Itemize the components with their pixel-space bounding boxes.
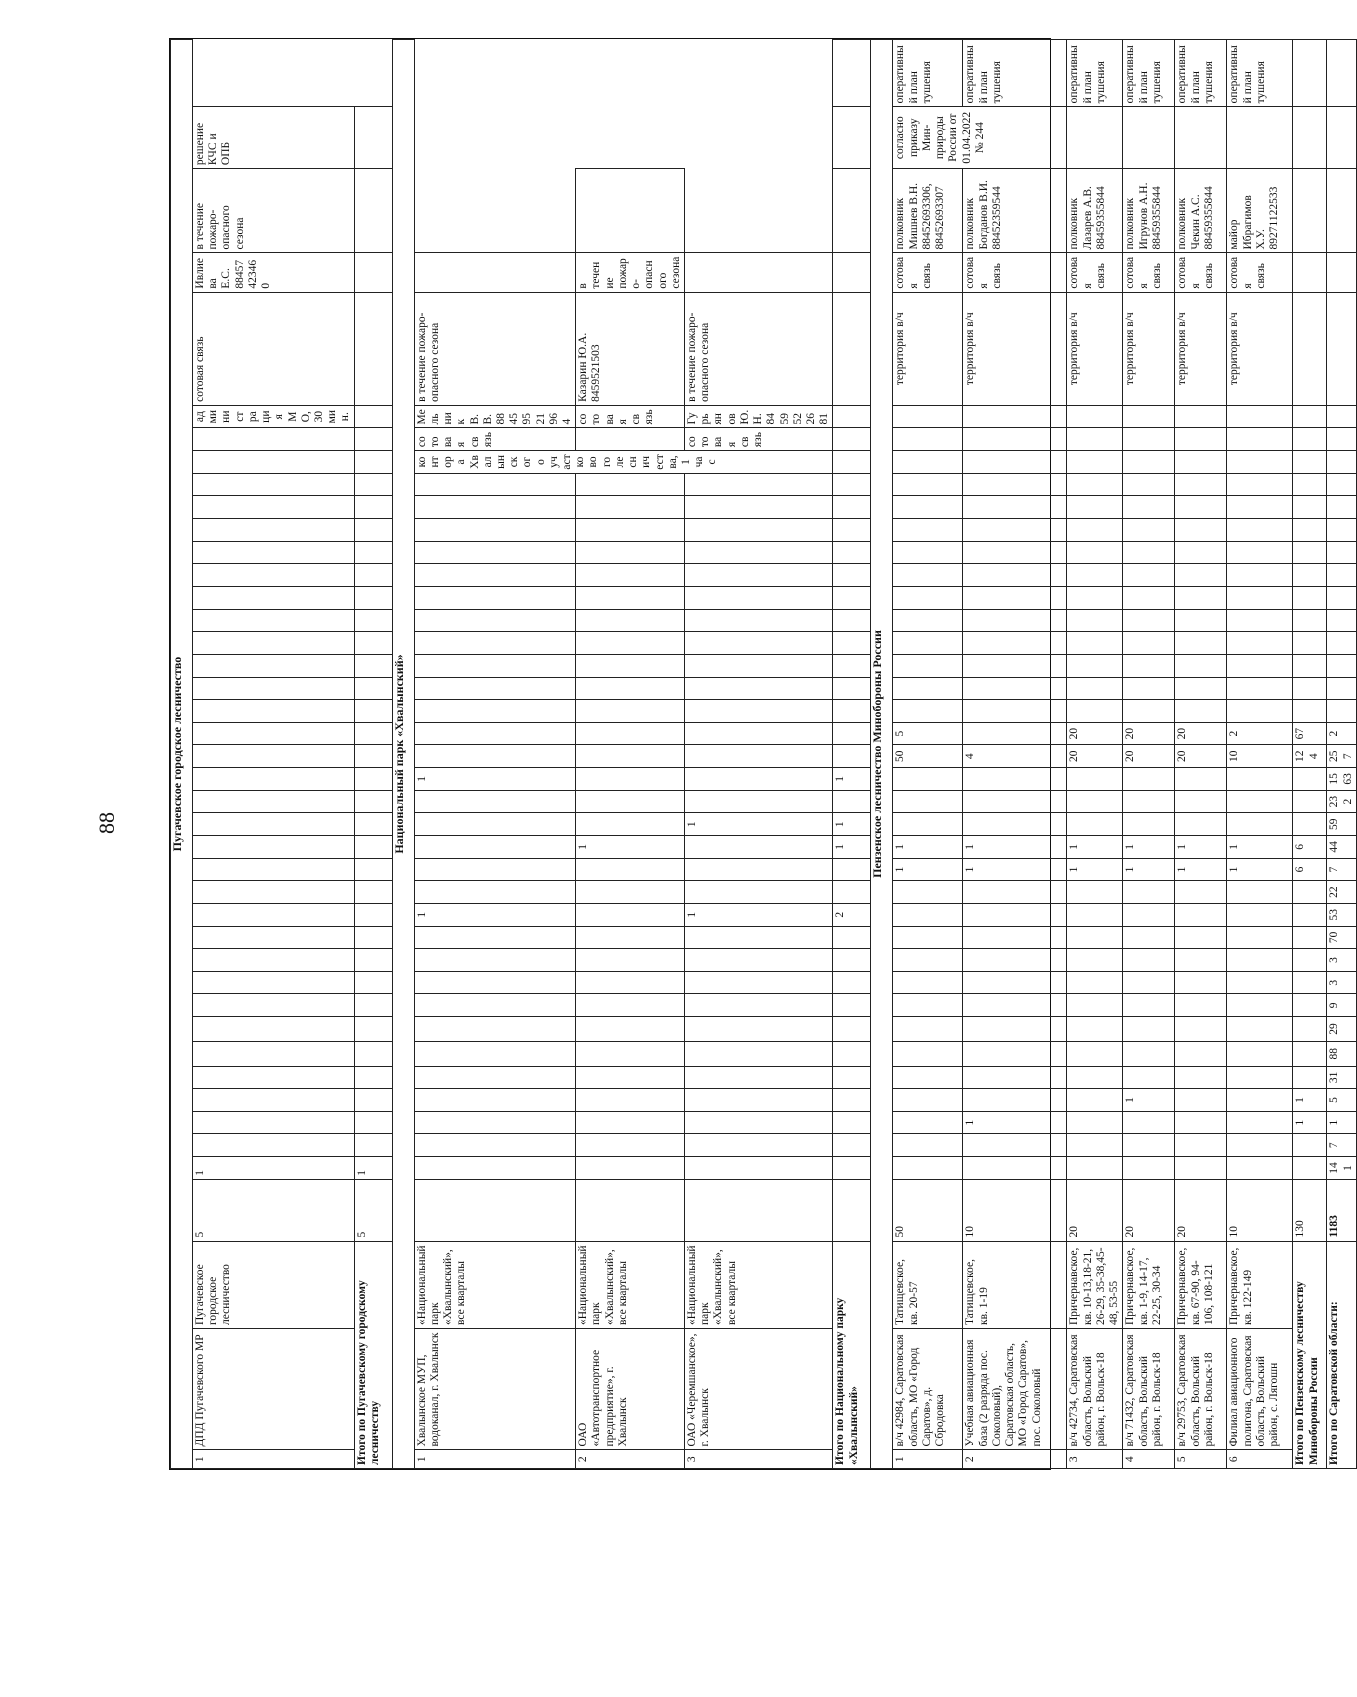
- value-cell: 1: [1293, 1111, 1327, 1134]
- value-cell: 20: [1067, 745, 1123, 768]
- value-cell: 1: [1123, 858, 1175, 881]
- value-cell: 1: [833, 813, 871, 836]
- row-number: 4: [1123, 1450, 1175, 1469]
- value-cell: 1: [893, 858, 963, 881]
- value-cell: 2: [1227, 722, 1293, 745]
- value-cell: 3: [1327, 971, 1356, 994]
- value-cell: 70: [1327, 926, 1356, 949]
- value-cell: 20: [1175, 722, 1227, 745]
- place-cell: контора Хвалынского участкового лесничества, 1 час: [414, 451, 833, 474]
- contact-cell: полковник Мишнев В.Н. 88452693306, 88452693307: [893, 169, 963, 253]
- value-cell: 3: [1327, 949, 1356, 972]
- value-cell: 1: [833, 836, 871, 859]
- place-cell: территория в/ч: [1067, 292, 1123, 405]
- comm-cell: сотовая связь: [1067, 253, 1123, 292]
- page-number: 88: [94, 812, 119, 834]
- people-cell: 20: [1067, 1179, 1123, 1241]
- comm-cell: сотовая связь: [1123, 253, 1175, 292]
- value-cell: 6: [1293, 836, 1327, 859]
- table-row: [685, 40, 833, 1469]
- contact-cell: полковник Чекин А.С. 88459355844: [1175, 169, 1227, 253]
- rotated-table: [170, 39, 1354, 1469]
- people-cell: 5: [193, 1179, 355, 1241]
- value-cell: 2: [1327, 722, 1356, 745]
- section-title: Пензенское лесничество Минобороны России: [871, 40, 893, 1469]
- people-cell: 10: [1227, 1179, 1293, 1241]
- value-cell: 1563: [1327, 768, 1356, 791]
- value-cell: 1: [193, 1157, 355, 1180]
- value-cell: 20: [1123, 722, 1175, 745]
- decision-cell: оперативный план тушения: [1067, 40, 1123, 107]
- value-cell: 1: [1175, 858, 1227, 881]
- value-cell: 44: [1327, 836, 1356, 859]
- value-cell: 1: [414, 768, 576, 791]
- table-row: [893, 40, 963, 1469]
- grand-total-label: Итого по Саратовской области:: [1327, 1241, 1356, 1468]
- location-cell: Причернавское, кв. 122-149: [1227, 1241, 1293, 1329]
- row-number: 6: [1227, 1450, 1293, 1469]
- decision-cell: оперативный план тушения: [1175, 40, 1227, 107]
- place-cell: администрация МО, 30 мин.: [193, 405, 355, 428]
- place-cell: территория в/ч: [1175, 292, 1227, 405]
- place-cell: территория в/ч: [1227, 292, 1293, 405]
- value-cell: 141: [1327, 1157, 1356, 1180]
- period-cell: в течение пожаро-опасного сезона: [685, 292, 833, 405]
- contact-cell: полковник Богданов В.И. 88452359544: [963, 169, 1067, 253]
- value-cell: 1: [576, 836, 685, 859]
- location-cell: «Национальный парк «Хвалынский», все кварталы: [685, 1241, 833, 1329]
- location-cell: «Национальный парк «Хвалынский», все кварталы: [414, 1241, 576, 1329]
- people-cell: 10: [963, 1179, 1067, 1241]
- value-cell: 1: [1227, 858, 1293, 881]
- value-cell: 1: [1123, 836, 1175, 859]
- value-cell: 5: [893, 722, 963, 745]
- value-cell: 29: [1327, 1017, 1356, 1042]
- value-cell: 1: [354, 1157, 392, 1180]
- contact-cell: полковник Игрунов А.Н. 88459355844: [1123, 169, 1175, 253]
- value-cell: 4: [963, 745, 1067, 768]
- location-cell: «Национальный парк «Хвалынский», все кварталы: [576, 1241, 685, 1329]
- value-cell: 53: [1327, 903, 1356, 926]
- forces-table: [170, 39, 1357, 1469]
- org-cell: в/ч 42984, Саратовская область, МО «Город Саратов», д. Сбродовка: [893, 1329, 963, 1450]
- total-label: Итого по Национальному парку «Хвалынский»: [833, 1241, 871, 1468]
- table-row: [1175, 40, 1227, 1469]
- value-cell: 1: [685, 813, 833, 836]
- comm-cell: сотовая связь: [685, 428, 833, 451]
- contact-cell: Гурьянов Ю.Н. 8459522681: [685, 405, 833, 428]
- row-number: 2: [576, 1450, 685, 1469]
- org-cell: Хвалынское МУП, водоканал, г. Хвалынск: [414, 1329, 576, 1450]
- people-cell: 20: [1123, 1179, 1175, 1241]
- value-cell: 5: [1327, 1089, 1356, 1112]
- total-label: Итого по Пугачевскому городскому лесничеству: [354, 1241, 392, 1468]
- value-cell: 1: [1123, 1089, 1175, 1112]
- location-cell: Причернавское, кв. 1-9, 14-17, 22-25, 30-34: [1123, 1241, 1175, 1329]
- value-cell: 9: [1327, 994, 1356, 1017]
- value-cell: 257: [1327, 745, 1356, 768]
- value-cell: 59: [1327, 813, 1356, 836]
- table-row: [576, 40, 685, 1469]
- org-cell: ОАО «Автотранспортное предприятие», г. Хвалынск: [576, 1329, 685, 1450]
- value-cell: 22: [1327, 881, 1356, 904]
- org-cell: в/ч 42734, Саратовская область, Вольский район, г. Вольск-18: [1067, 1329, 1123, 1450]
- value-cell: 1: [1067, 858, 1123, 881]
- table-row: [1067, 40, 1123, 1469]
- people-cell: 1183: [1327, 1179, 1356, 1241]
- value-cell: 1: [963, 858, 1067, 881]
- org-cell: Учебная авиационная база (2 разряда пос. Соколовый), Саратовская область, МО «Город Саратов», пос. Соколовый: [963, 1329, 1067, 1450]
- value-cell: 232: [1327, 790, 1356, 813]
- location-cell: Татищевское, кв. 20-57: [893, 1241, 963, 1329]
- comm-cell: сотовая связь: [414, 428, 576, 451]
- section-header-row: [392, 40, 414, 1469]
- comm-cell: сотовая связь: [963, 253, 1067, 292]
- value-cell: 1: [1067, 836, 1123, 859]
- value-cell: 1: [893, 836, 963, 859]
- total-row: [354, 40, 392, 1469]
- value-cell: 7: [1327, 858, 1356, 881]
- total-label: Итого по Пензенскому лесничеству Минобороны России: [1293, 1241, 1327, 1468]
- people-cell: 50: [893, 1179, 963, 1241]
- row-number: 3: [685, 1450, 833, 1469]
- total-row: [833, 40, 871, 1469]
- decision-cell: оперативный план тушения: [1227, 40, 1293, 107]
- section-title: Пугачевское городское лесничество: [171, 40, 193, 1469]
- table-row: [1227, 40, 1293, 1469]
- org-cell: в/ч 71432, Саратовская область, Вольский район, г. Вольск-18: [1123, 1329, 1175, 1450]
- org-cell: Филиал авиационного полигона, Саратовская область, Вольский район, с. Лягошн: [1227, 1329, 1293, 1450]
- value-cell: 10: [1227, 745, 1293, 768]
- place-cell: территория в/ч: [893, 292, 963, 405]
- value-cell: 1: [1227, 836, 1293, 859]
- value-cell: 6: [1293, 858, 1327, 881]
- value-cell: 7: [1327, 1134, 1356, 1157]
- location-cell: Причернавское, кв. 10-13,18-21, 26-29, 35-38,45-48, 53-55: [1067, 1241, 1123, 1329]
- row-number: 1: [193, 1450, 355, 1469]
- location-cell: Причернавское, кв. 67-90, 94-106, 108-121: [1175, 1241, 1227, 1329]
- people-cell: 5: [354, 1179, 392, 1241]
- table-row: [193, 40, 355, 1469]
- row-number: 1: [893, 1450, 963, 1469]
- decision-cell: оперативный план тушения: [1123, 40, 1175, 107]
- period-cell: согласно приказу Мин-природы России от 01.04.2022 № 244: [893, 107, 1067, 169]
- comm-cell: сотовая связь: [193, 292, 355, 405]
- value-cell: 31: [1327, 1066, 1356, 1089]
- comm-cell: сотовая связь: [893, 253, 963, 292]
- grand-total-row: [1327, 40, 1356, 1469]
- row-number: 2: [963, 1450, 1067, 1469]
- decision-cell: решение КЧС и ОПБ: [193, 107, 355, 169]
- value-cell: 1: [414, 903, 576, 926]
- row-number: 3: [1067, 1450, 1123, 1469]
- location-cell: Татищевское, кв. 1-19: [963, 1241, 1067, 1329]
- contact-cell: Казарин Ю.А. 8459521503: [576, 292, 685, 405]
- row-number: 5: [1175, 1450, 1227, 1469]
- place-cell: территория в/ч: [963, 292, 1067, 405]
- people-cell: 130: [1293, 1179, 1327, 1241]
- value-cell: 67: [1293, 722, 1327, 745]
- value-cell: 88: [1327, 1041, 1356, 1066]
- org-cell: ДПД Пугачевского МР: [193, 1329, 355, 1450]
- value-cell: 1: [963, 1111, 1067, 1134]
- value-cell: 1: [685, 903, 833, 926]
- people-cell: 20: [1175, 1179, 1227, 1241]
- contact-cell: Мельник В.В. 88459521964: [414, 405, 576, 428]
- value-cell: 20: [1067, 722, 1123, 745]
- table-row: [1123, 40, 1175, 1469]
- value-cell: 2: [833, 903, 871, 926]
- value-cell: 1: [833, 768, 871, 791]
- comm-cell: сотовая связь: [576, 405, 685, 428]
- decision-cell: оперативный план тушения: [893, 40, 963, 107]
- section-title: Национальный парк «Хвалынский»: [392, 40, 414, 1469]
- value-cell: 20: [1123, 745, 1175, 768]
- contact-cell: Ивлиева Е.С. 88457423460: [193, 253, 355, 292]
- row-number: 1: [414, 1450, 576, 1469]
- decision-cell: оперативный план тушения: [963, 40, 1067, 107]
- rotated-table-frame: [169, 38, 1354, 1470]
- value-cell: 1: [1175, 836, 1227, 859]
- table-row: [414, 40, 576, 1469]
- value-cell: 1: [963, 836, 1067, 859]
- section-header-row: [171, 40, 193, 1469]
- value-cell: 50: [893, 745, 963, 768]
- section-header-row: [871, 40, 893, 1469]
- org-cell: в/ч 29753, Саратовская область, Вольский район, г. Вольск-18: [1175, 1329, 1227, 1450]
- period-cell: в течение пожаро-опасного сезона: [414, 292, 576, 405]
- contact-cell: полковник Лазарев А.В. 88459355844: [1067, 169, 1123, 253]
- value-cell: 1: [1293, 1089, 1327, 1112]
- comm-cell: сотовая связь: [1227, 253, 1293, 292]
- period-cell: в течение пожаро-опасного сезона: [576, 253, 685, 292]
- total-row: [1293, 40, 1327, 1469]
- contact-cell: майор Ибрагимов Х.У. 89271122533: [1227, 169, 1293, 253]
- value-cell: 124: [1293, 745, 1327, 768]
- location-cell: Пугачевское городское лесничество: [193, 1241, 355, 1329]
- comm-cell: сотовая связь: [1175, 253, 1227, 292]
- org-cell: ОАО «Черемшанское», г. Хвалынск: [685, 1329, 833, 1450]
- place-cell: территория в/ч: [1123, 292, 1175, 405]
- value-cell: 20: [1175, 745, 1227, 768]
- value-cell: 1: [1327, 1111, 1356, 1134]
- table-row: [963, 40, 1067, 1469]
- period-cell: в течение пожаро-опасного сезона: [193, 169, 355, 253]
